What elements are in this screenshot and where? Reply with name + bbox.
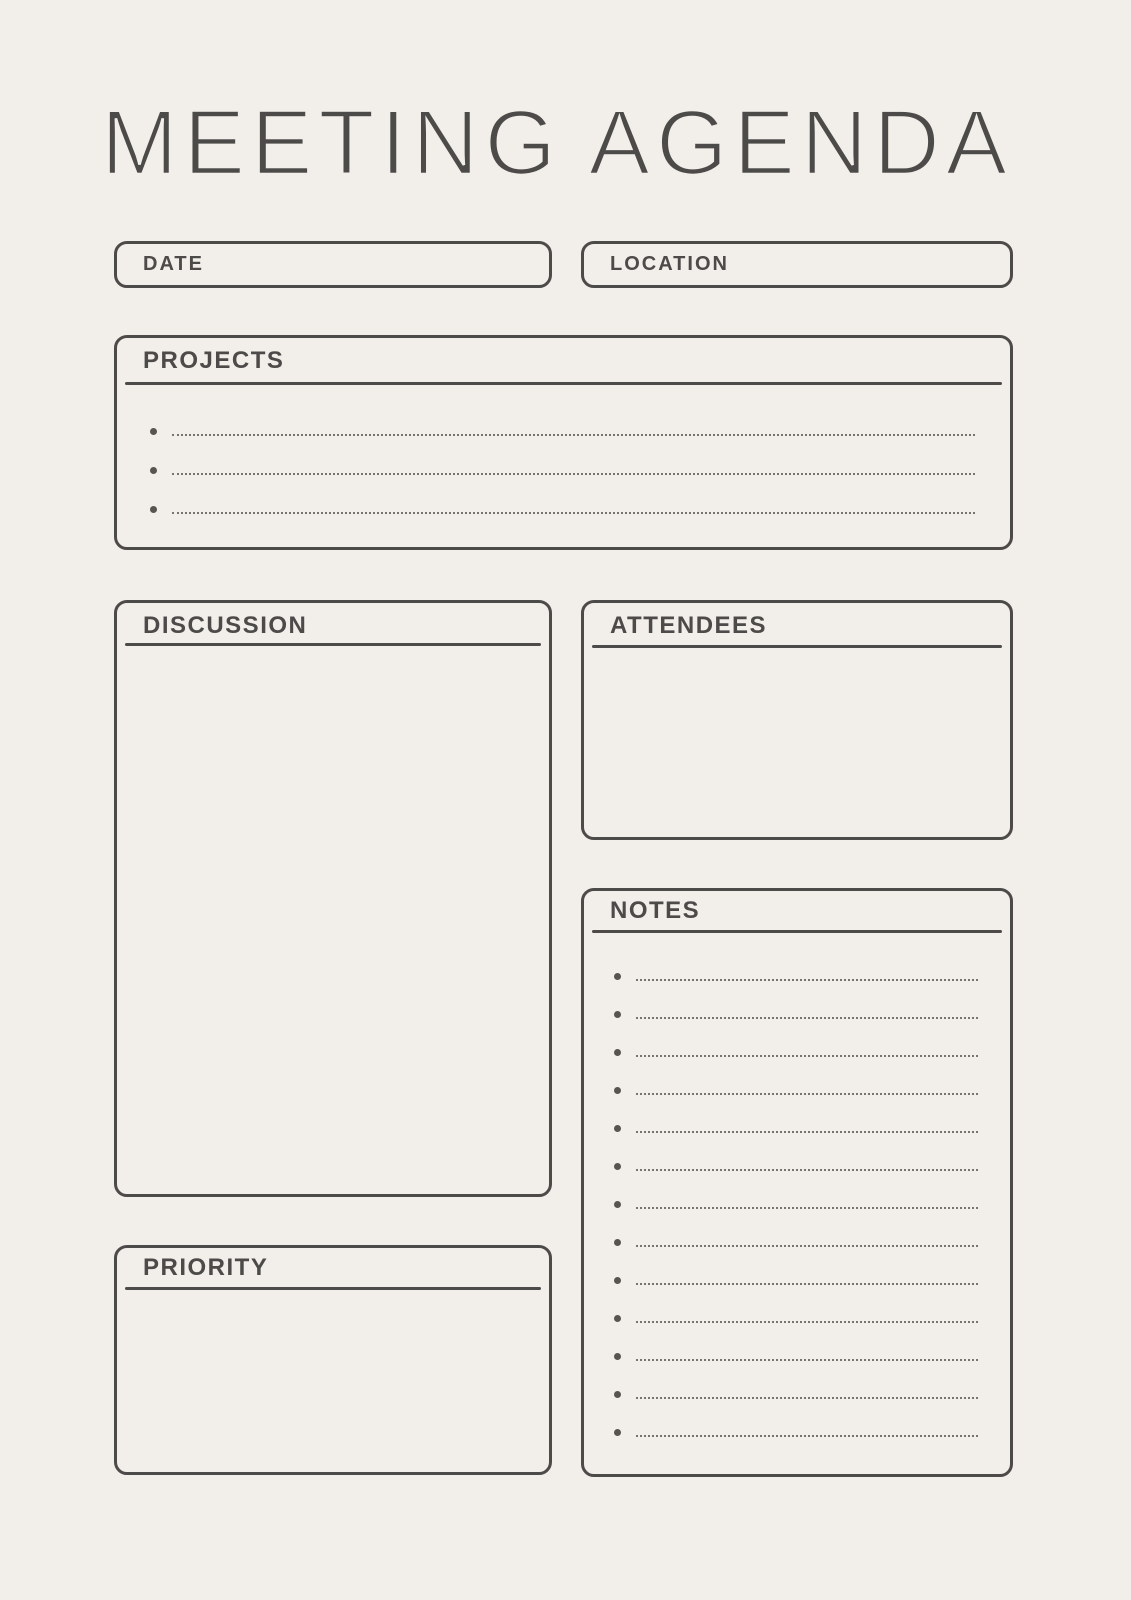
bullet-icon xyxy=(614,1429,621,1436)
write-in-line[interactable] xyxy=(636,981,978,1019)
write-in-line[interactable] xyxy=(636,1057,978,1095)
write-in-line[interactable] xyxy=(172,397,975,436)
bullet-icon xyxy=(150,467,157,474)
priority-content-area[interactable] xyxy=(123,1299,543,1466)
write-in-line[interactable] xyxy=(636,1361,978,1399)
location-label: LOCATION xyxy=(610,253,729,275)
write-in-line[interactable] xyxy=(636,1399,978,1437)
write-in-line[interactable] xyxy=(636,1171,978,1209)
list-item xyxy=(150,436,975,475)
discussion-rule xyxy=(125,643,541,646)
list-item xyxy=(150,397,975,436)
attendees-title: ATTENDEES xyxy=(610,612,768,639)
discussion-title: DISCUSSION xyxy=(143,612,308,639)
date-value-area[interactable] xyxy=(204,244,549,285)
list-item xyxy=(614,1399,978,1437)
bullet-icon xyxy=(614,1315,621,1322)
write-in-line[interactable] xyxy=(636,1247,978,1285)
bullet-icon xyxy=(614,1163,621,1170)
projects-title: PROJECTS xyxy=(143,347,285,374)
bullet-icon xyxy=(614,1087,621,1094)
bullet-icon xyxy=(614,1201,621,1208)
bullet-icon xyxy=(614,1391,621,1398)
write-in-line[interactable] xyxy=(636,943,978,981)
projects-rule xyxy=(125,382,1002,385)
list-item xyxy=(614,981,978,1019)
priority-title: PRIORITY xyxy=(143,1254,269,1281)
bullet-icon xyxy=(614,1125,621,1132)
attendees-content-area[interactable] xyxy=(590,657,1004,831)
list-item xyxy=(614,1285,978,1323)
write-in-line[interactable] xyxy=(636,1209,978,1247)
notes-rule xyxy=(592,930,1002,933)
list-item xyxy=(614,1095,978,1133)
list-item xyxy=(150,475,975,514)
list-item xyxy=(614,1247,978,1285)
discussion-content-area[interactable] xyxy=(123,655,543,1188)
bullet-icon xyxy=(614,1239,621,1246)
page-title: MEETING AGENDA xyxy=(101,92,1014,194)
list-item xyxy=(614,1361,978,1399)
list-item xyxy=(614,1057,978,1095)
bullet-icon xyxy=(150,428,157,435)
list-item xyxy=(614,1323,978,1361)
bullet-icon xyxy=(150,506,157,513)
bullet-icon xyxy=(614,1011,621,1018)
date-field-box xyxy=(114,241,552,288)
notes-title: NOTES xyxy=(610,897,701,924)
discussion-section xyxy=(114,600,552,1197)
write-in-line[interactable] xyxy=(172,436,975,475)
projects-list xyxy=(150,397,975,514)
write-in-line[interactable] xyxy=(636,1019,978,1057)
attendees-rule xyxy=(592,645,1002,648)
attendees-section xyxy=(581,600,1013,840)
bullet-icon xyxy=(614,1353,621,1360)
list-item xyxy=(614,1209,978,1247)
priority-rule xyxy=(125,1287,541,1290)
notes-list xyxy=(614,943,978,1437)
list-item xyxy=(614,1171,978,1209)
bullet-icon xyxy=(614,973,621,980)
list-item xyxy=(614,1133,978,1171)
location-value-area[interactable] xyxy=(729,244,1010,285)
write-in-line[interactable] xyxy=(636,1133,978,1171)
bullet-icon xyxy=(614,1049,621,1056)
priority-section xyxy=(114,1245,552,1475)
date-label: DATE xyxy=(143,253,204,275)
list-item xyxy=(614,1019,978,1057)
write-in-line[interactable] xyxy=(636,1285,978,1323)
list-item xyxy=(614,943,978,981)
location-field-box xyxy=(581,241,1013,288)
write-in-line[interactable] xyxy=(636,1323,978,1361)
write-in-line[interactable] xyxy=(636,1095,978,1133)
write-in-line[interactable] xyxy=(172,475,975,514)
bullet-icon xyxy=(614,1277,621,1284)
